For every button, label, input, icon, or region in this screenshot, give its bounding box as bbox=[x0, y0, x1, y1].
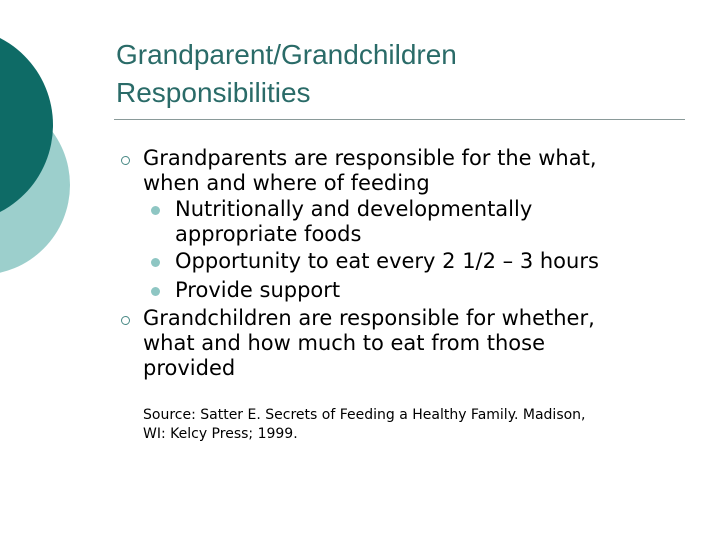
sub-bullet-1-line-2: appropriate foods bbox=[175, 222, 362, 246]
bullet-2-line-1: Grandchildren are responsible for whether, bbox=[143, 306, 595, 330]
source-line-2: WI: Kelcy Press; 1999. bbox=[143, 426, 298, 442]
hollow-circle-bullet-icon bbox=[121, 316, 130, 325]
source-line-1: Source: Satter E. Secrets of Feeding a Healthy Family. Madison, bbox=[143, 407, 586, 423]
sub-bullet-1-line-1: Nutritionally and developmentally bbox=[175, 197, 533, 221]
title-line-1: Grandparent/Grandchildren bbox=[116, 39, 457, 70]
bullet-2-line-2: what and how much to eat from those bbox=[143, 331, 546, 355]
sub-bullet-2-line-1: Opportunity to eat every 2 1/2 – 3 hours bbox=[175, 249, 599, 273]
sub-bullet-3-line-1: Provide support bbox=[175, 278, 341, 302]
bullet-2-line-3: provided bbox=[143, 356, 236, 380]
source-citation bbox=[143, 406, 703, 444]
filled-circle-bullet-icon bbox=[151, 206, 160, 215]
filled-circle-bullet-icon bbox=[151, 258, 160, 267]
hollow-circle-bullet-icon bbox=[121, 156, 130, 165]
bullet-1-line-2: when and where of feeding bbox=[143, 171, 430, 195]
bullet-1-line-1: Grandparents are responsible for the what, bbox=[143, 146, 597, 170]
filled-circle-bullet-icon bbox=[151, 287, 160, 296]
title-line-2: Responsibilities bbox=[116, 77, 311, 108]
